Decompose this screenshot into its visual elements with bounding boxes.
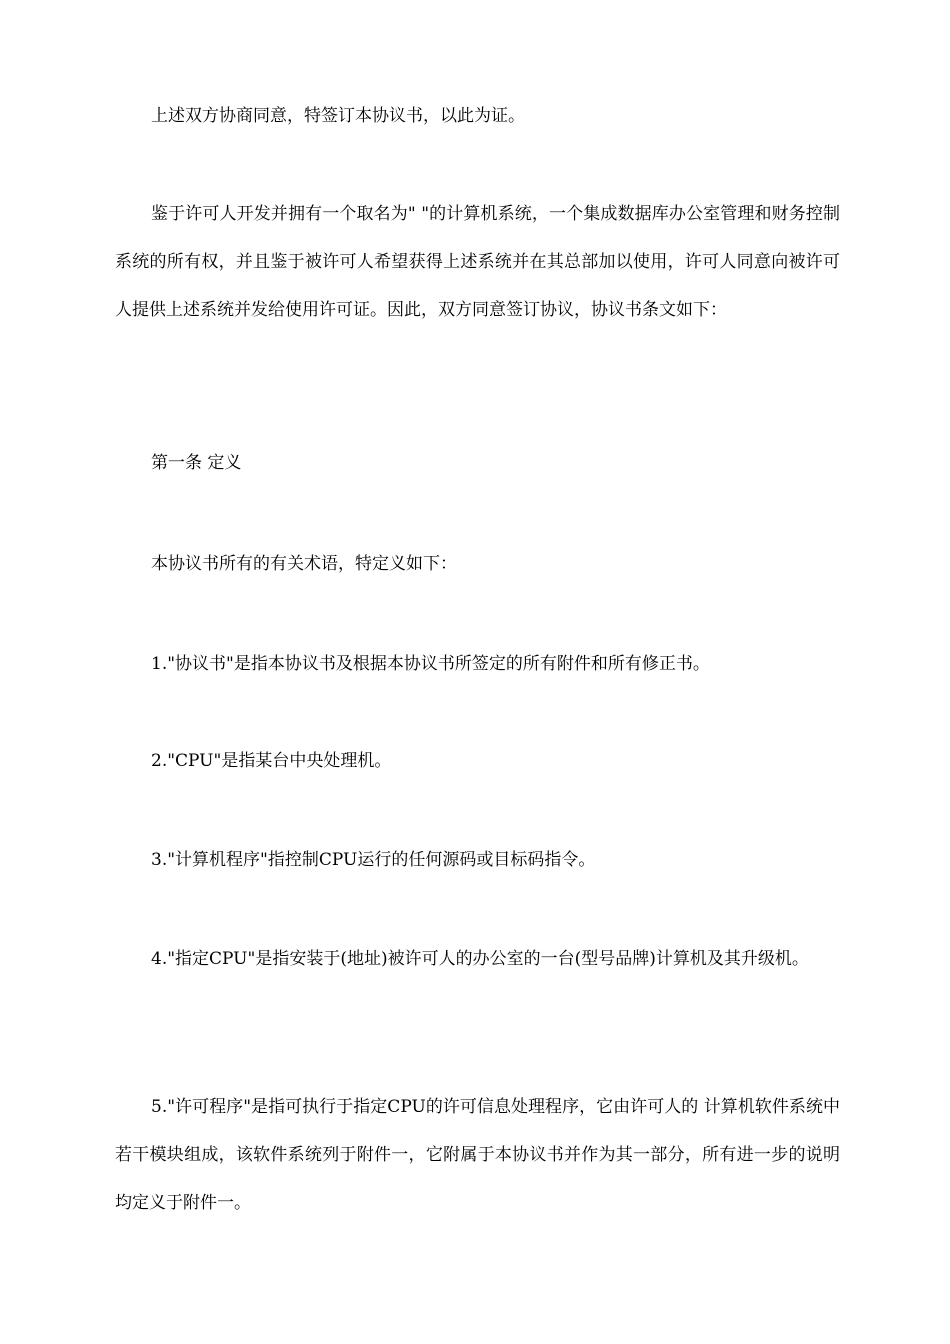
definition-3: 3."计算机程序"指控制CPU运行的任何源码或目标码指令。	[151, 850, 596, 870]
closing-statement: 上述双方协商同意，特签订本协议书，以此为证。	[151, 106, 525, 126]
definition-1: 1."协议书"是指本协议书及根据本协议书所签定的所有附件和所有修正书。	[151, 654, 710, 674]
definitions-intro: 本协议书所有的有关术语，特定义如下：	[151, 554, 457, 574]
article-heading: 第一条 定义	[151, 453, 242, 473]
preamble-paragraph: 鉴于许可人开发并拥有一个取名为" "的计算机系统，一个集成数据库办公室管理和财务控制系统的所有权，并且鉴于被许可人希望获得上述系统并在其总部加以使用，许可人同意向被许可人提供上述系统并发给使用许可证。因此，双方同意签订协议，协议书条文如下：	[115, 204, 840, 320]
definition-2: 2."CPU"是指某台中央处理机。	[151, 751, 392, 771]
definition-4: 4."指定CPU"是指安装于(地址)被许可人的办公室的一台(型号品牌)计算机及其升级机。	[151, 949, 809, 969]
definition-5: 5."许可程序"是指可执行于指定CPU的许可信息处理程序，它由许可人的 计算机软件系统中若干模块组成，该软件系统列于附件一，它附属于本协议书并作为其一部分，所有进一步的说明均定义于附件一。	[115, 1097, 840, 1213]
